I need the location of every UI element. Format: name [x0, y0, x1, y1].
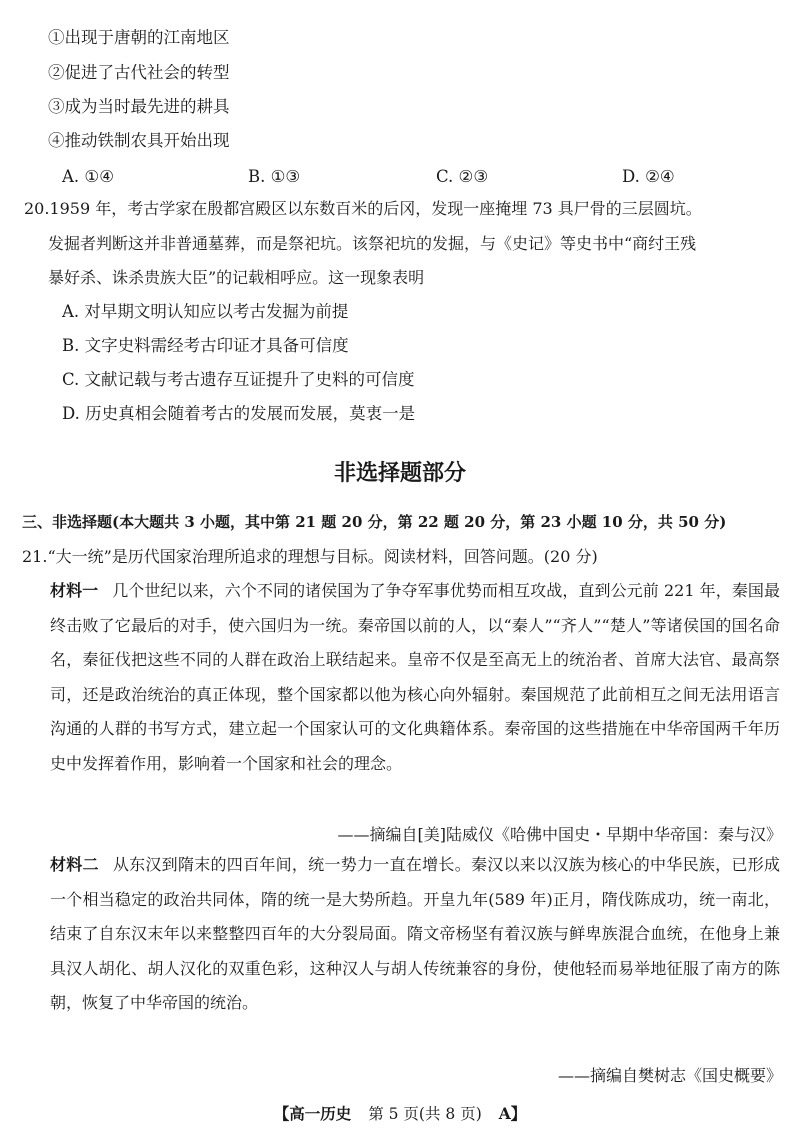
q20-stem-line1: 20.1959 年，考古学家在殷都宫殿区以东数百米的后冈，发现一座掩埋 73 具尸骨的三层圆坑。	[24, 199, 702, 218]
material-2-label: 材料二	[50, 855, 99, 874]
choice-d: D. ②④	[622, 167, 675, 186]
material-1-source: ——摘编自[美]陆威仪《哈佛中国史・早期中华帝国：秦与汉》	[337, 825, 782, 844]
statement-4: ④推动铁制农具开始出现	[48, 131, 230, 150]
section-heading: 非选择题部分	[333, 461, 466, 486]
q19-choices	[0, 167, 800, 189]
footer-version: A】	[498, 1104, 527, 1123]
part3-title: 三、非选择题(本大题共 3 小题，其中第 21 题 20 分，第 22 题 20 分，第 23 小题 10 分，共 50 分)	[22, 513, 727, 531]
material-2-source: ——摘编自樊树志《国史概要》	[557, 1066, 782, 1085]
q20-option-b: B. 文字史料需经考古印证才具备可信度	[62, 336, 349, 355]
choice-c: C. ②③	[436, 167, 489, 186]
footer-page: 第 5 页(共 8 页)	[368, 1105, 482, 1123]
material-2-text: 从东汉到隋末的四百年间，统一势力一直在增长。秦汉以来以汉族为核心的中华民族，已形成一个相当稳定的政治共同体，隋的统一是大势所趋。开皇九年(589 年)正月，隋伐陈成功，统一南北，结束了自东汉末年以来整整四百年的大分裂局面。隋文帝杨坚有着汉族与鲜卑族混合血统，在他身上兼具汉人胡化、胡人汉化的双重色彩，这种汉人与胡人传统兼容的身份，使他轻而易举地征服了南方的陈朝，恢复了中华帝国的统治。	[50, 855, 780, 1013]
statement-1: ①出现于唐朝的江南地区	[48, 28, 230, 47]
q20-stem-line3: 暴好杀、诛杀贵族大臣”的记载相呼应。这一现象表明	[48, 268, 425, 287]
choice-b: B. ①③	[248, 167, 301, 186]
statement-3: ③成为当时最先进的耕具	[48, 97, 230, 116]
q20-option-c: C. 文献记载与考古遗存互证提升了史料的可信度	[62, 370, 415, 389]
page-footer	[0, 1102, 800, 1124]
q20-option-a: A. 对早期文明认知应以考古发掘为前提	[62, 302, 349, 321]
q21-stem: 21.“大一统”是历代国家治理所追求的理想与目标。阅读材料，回答问题。(20 分)	[22, 547, 598, 566]
q20-option-d: D. 历史真相会随着考古的发展而发展，莫衷一是	[62, 404, 416, 423]
material-1-label: 材料一	[50, 581, 99, 600]
q20-stem-line2: 发掘者判断这并非普通墓葬，而是祭祀坑。该祭祀坑的发掘，与《史记》等史书中“商纣王残	[48, 234, 697, 253]
material-2	[50, 848, 780, 1021]
statement-2: ②促进了古代社会的转型	[48, 63, 230, 82]
material-1-text: 几个世纪以来，六个不同的诸侯国为了争夺军事优势而相互攻战，直到公元前 221 年，秦国最终击败了它最后的对手，使六国归为一统。秦帝国以前的人，以“秦人”“齐人”“楚人”等诸侯国的国名命名，秦征伐把这些不同的人群在政治上联结起来。皇帝不仅是至高无上的统治者、首席大法官、最高祭司，还是政治统治的真正体现，整个国家都以他为核心向外辐射。秦国规范了此前相互之间无法用语言沟通的人群的书写方式，建立起一个国家认可的文化典籍体系。秦帝国的这些措施在中华帝国两千年历史中发挥着作用，影响着一个国家和社会的理念。	[50, 581, 780, 773]
footer-course: 【高一历史	[273, 1104, 352, 1123]
material-1	[50, 574, 780, 782]
choice-a: A. ①④	[62, 167, 114, 186]
